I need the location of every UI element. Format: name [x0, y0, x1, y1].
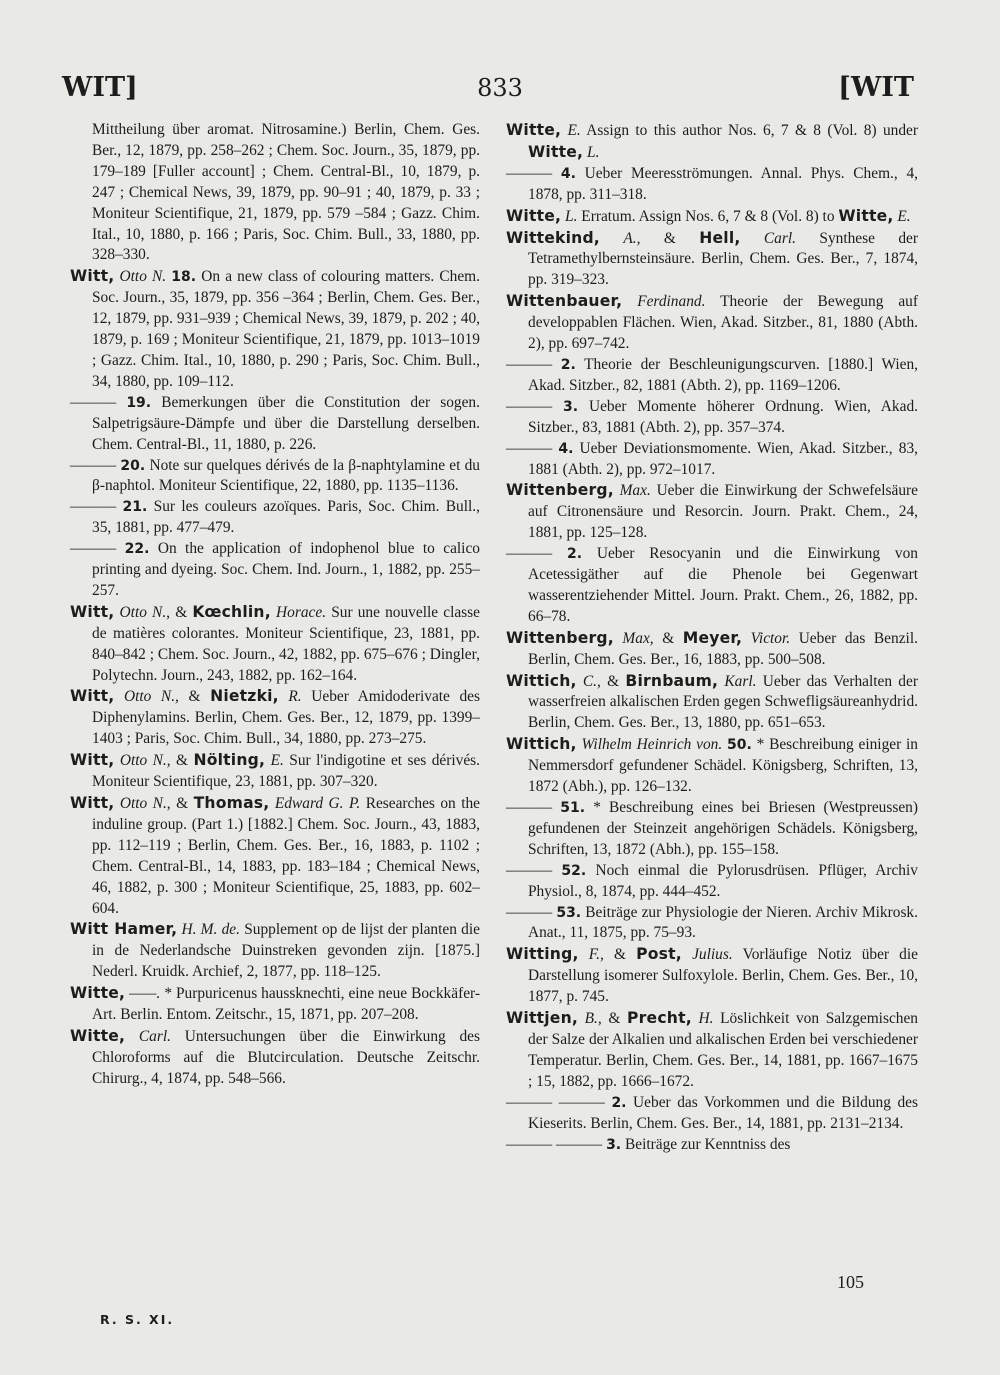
- bibliography-continuation-entry: [506, 439, 918, 481]
- bibliography-continuation-entry: [506, 1093, 918, 1135]
- citation-text: Erratum. Assign Nos. 6, 7 & 8 (Vol. 8) to: [581, 207, 835, 225]
- bibliography-continuation-entry: [506, 1135, 918, 1156]
- citation-text: Bemerkungen über die Constitution der sogen. Salpetrigsäure-Dämpfe und über die Darstellung derselben. Chem. Central-Bl., 11, 1880, p. 226.: [92, 393, 480, 453]
- author-name: Wittich,: [506, 735, 577, 754]
- coauthor-name: Nietzki,: [210, 687, 279, 706]
- bibliography-continuation-entry: [70, 456, 480, 498]
- author-given-name: Carl.: [138, 1027, 171, 1045]
- ditto-dash: ———: [70, 498, 117, 516]
- bibliography-entry: [70, 919, 480, 983]
- bibliography-entry: [70, 1026, 480, 1090]
- author-given-name: F.,: [588, 946, 604, 964]
- citation-text: Löslichkeit von Salzgemischen der Salze der Alkalien und alkalischen Erden bei verschiedener Temperatur. Berlin, Chem. Ges. Ber., 14, 1881, pp. 1667–1675 ; 15, 1882, pp. 1666–1672.: [528, 1010, 919, 1090]
- ditto-dash: ———: [506, 545, 553, 563]
- ampersand: &: [662, 629, 675, 647]
- bibliography-entry: [70, 120, 480, 266]
- author-name: Witte,: [506, 121, 562, 139]
- author-name: Witting,: [506, 945, 579, 964]
- citation-text: Ueber Momente höherer Ordnung. Wien, Akad. Sitzber., 83, 1881 (Abth. 2), pp. 357–374.: [528, 397, 918, 436]
- citation-text: Supplement op de lijst der planten die in de Nederlandsche Duinstreken gevonden zijn. [1875.] Nederl. Kruidk. Archief, 2, 1877, pp. 118–125.: [92, 921, 480, 981]
- citation-text: Sur les couleurs azoïques. Paris, Soc. Chim. Bull., 35, 1881, pp. 477–479.: [92, 498, 480, 537]
- ditto-dash: ———: [506, 164, 553, 182]
- entry-number: 53.: [556, 904, 582, 921]
- coauthor-name: Post,: [636, 945, 682, 964]
- bibliography-entry: [70, 266, 480, 392]
- bibliography-entry: [70, 793, 480, 919]
- citation-text: Theorie der Bewegung auf developpablen Flächen. Wien, Akad. Sitzber., 81, 1880 (Abth. 2), pp. 697–742.: [528, 293, 918, 353]
- ampersand: &: [188, 688, 201, 706]
- citation-text: Ueber Resocyanin und die Einwirkung von Acetessigäther auf die Phenole bei Gegenwart wasserentziehender Mittel. Journ. Prakt. Chem., 26, 1882, pp. 66–78.: [528, 545, 918, 625]
- citation-text: Synthese der Tetramethylbernsteinsäure. Berlin, Chem. Ges. Ber., 7, 1874, pp. 319–323.: [528, 229, 919, 289]
- entry-number: 3.: [563, 398, 579, 415]
- entry-number: 2.: [566, 546, 583, 563]
- left-column: [70, 120, 480, 1090]
- running-head-left: WIT]: [62, 72, 138, 103]
- referral-name: Witte,: [528, 142, 584, 161]
- running-head-right: [WIT: [838, 72, 914, 103]
- ditto-dash: ———: [506, 439, 553, 457]
- bibliography-continuation-entry: [506, 861, 918, 903]
- entry-number: 2.: [611, 1094, 627, 1111]
- citation-text: Researches on the induline group. (Part 1.) [1882.] Chem. Soc. Journ., 43, 1883, pp. 112–119 ; Berlin, Chem. Ges. Ber., 16, 1883, p. 1102 ; Chem. Central-Bl., 14, 1883, pp. 183–184 ; Chemical News, 46, 1882, p. 300 ; Moniteur Scientifique, 25, 1883, pp. 602–604.: [92, 795, 481, 917]
- ditto-dash: ———: [506, 903, 553, 921]
- ditto-dash: ———: [506, 799, 553, 816]
- right-column: [506, 120, 918, 1155]
- citation-text: Ueber Amidoderivate des Diphenylamins. Berlin, Chem. Ges. Ber., 12, 1879, pp. 1399–1403 ; Paris, Soc. Chim. Bull., 34, 1880, pp. 273–275.: [92, 688, 480, 748]
- bibliography-entry: [70, 750, 480, 793]
- citation-text: Vorläufige Notiz über die Darstellung isomerer Sulfoxylole. Berlin, Chem. Ges. Ber., 10, 1877, p. 745.: [528, 946, 918, 1006]
- ditto-dash: ———: [70, 456, 117, 474]
- author-given-name: L.: [565, 207, 578, 225]
- citation-text: Sur l'indigotine et ses dérivés. Moniteur Scientifique, 23, 1881, pp. 307–320.: [92, 752, 481, 791]
- author-given-name: E.: [567, 122, 581, 139]
- signature-mark: R. S. XI.: [100, 1312, 175, 1327]
- entry-number: 18.: [171, 269, 197, 286]
- author-given-name: Ferdinand.: [637, 293, 706, 311]
- citation-text: On the application of indophenol blue to calico printing and dyeing. Soc. Chem. Ind. Journ., 1, 1882, pp. 255–257.: [92, 540, 480, 599]
- bibliography-entry: [506, 291, 918, 355]
- author-name: Witte,: [70, 984, 126, 1003]
- author-name: Witt Hamer,: [70, 920, 178, 939]
- bibliography-entry: [506, 628, 918, 671]
- citation-text: Ueber Deviationsmomente. Wien, Akad. Sitzber., 83, 1881 (Abth. 2), pp. 972–1017.: [528, 439, 918, 478]
- coauthor-given-name: Edward G. P.: [274, 795, 361, 812]
- coauthor-name: Kœchlin,: [192, 602, 271, 621]
- citation-text: Note sur quelques dérivés de la β-naphtylamine et du β-naphtol. Moniteur Scientifique, 22, 1880, pp. 1135–1136.: [92, 456, 480, 495]
- coauthor-given-name: H.: [698, 1010, 714, 1028]
- ditto-dash: ——— ———: [506, 1135, 603, 1153]
- ditto-dash: ———: [506, 861, 553, 879]
- entry-number: 52.: [561, 862, 587, 879]
- coauthor-name: Hell,: [699, 228, 741, 247]
- entry-number: 3.: [606, 1136, 622, 1153]
- citation-text: On a new class of colouring matters. Chem. Soc. Journ., 35, 1879, pp. 356 –364 ; Berlin, Chem. Ges. Ber., 12, 1879, pp. 931–939 ; Chemical News, 39, 1879, p. 202 ; 40, 1879, p. 169 ; Moniteur Scientifique, 21, 1879, pp. 1013–1019 ; Gazz. Chim. Ital., 10, 1880, p. 290 ; Paris, Soc. Chim. Bull., 34, 1880, pp. 109–112.: [92, 268, 480, 390]
- entry-number: 19.: [126, 394, 152, 411]
- citation-text: Ueber das Verhalten der wasserfreien alkalischen Erden gegen Schwefligsäureanhydrid. Berlin, Chem. Ges. Ber., 13, 1880, pp. 651–653.: [528, 672, 918, 732]
- author-name: Wittich,: [506, 671, 577, 690]
- author-name: Wittenberg,: [506, 628, 614, 647]
- ampersand: &: [175, 603, 188, 621]
- bibliography-entry: [506, 944, 918, 1008]
- author-name: Witte,: [506, 206, 562, 225]
- ampersand: &: [176, 795, 189, 812]
- author-given-name: Otto N.: [119, 268, 167, 286]
- ditto-dash: ———: [70, 393, 117, 411]
- coauthor-given-name: R.: [288, 688, 302, 706]
- bibliography-continuation-entry: [506, 355, 918, 397]
- entry-number: 2.: [560, 356, 576, 373]
- citation-text: Assign to this author Nos. 6, 7 & 8 (Vol. 8) under: [586, 122, 918, 139]
- bibliography-entry: [506, 480, 918, 544]
- author-name: Witt,: [70, 602, 115, 621]
- author-given-name: Max,: [622, 629, 654, 647]
- bibliography-entry: [506, 120, 918, 164]
- author-name: Wittekind,: [506, 228, 600, 247]
- ampersand: &: [176, 752, 188, 770]
- citation-text: Ueber die Einwirkung der Schwefelsäure auf Citronensäure und Resorcin. Journ. Prakt. Chem., 24, 1881, pp. 125–128.: [528, 482, 918, 542]
- author-given-name: Max.: [619, 482, 651, 500]
- citation-text: Ueber das Benzil. Berlin, Chem. Ges. Ber., 16, 1883, pp. 500–508.: [528, 629, 918, 668]
- author-name: Wittenbauer,: [506, 292, 623, 311]
- citation-text: Ueber das Vorkommen und die Bildung des Kieserits. Berlin, Chem. Ges. Ber., 14, 1881, pp. 2131–2134.: [528, 1093, 918, 1132]
- author-name: Witt,: [70, 751, 115, 770]
- bibliography-continuation-entry: [506, 164, 918, 206]
- author-given-name: ——.: [129, 985, 161, 1003]
- coauthor-name: Birnbaum,: [625, 671, 719, 690]
- entry-number: 51.: [560, 800, 586, 816]
- ampersand: &: [608, 1010, 621, 1028]
- ampersand: &: [614, 946, 626, 964]
- bibliography-continuation-entry: [506, 544, 918, 628]
- citation-text: Beiträge zur Physiologie der Nieren. Archiv Mikrosk. Anat., 11, 1875, pp. 75–93.: [528, 903, 918, 942]
- bibliography-entry: [506, 206, 918, 228]
- bibliography-entry: [506, 671, 918, 735]
- author-name: Witte,: [70, 1026, 126, 1045]
- coauthor-given-name: Julius.: [692, 946, 733, 964]
- coauthor-name: Nölting,: [193, 751, 266, 770]
- ampersand: &: [663, 229, 676, 247]
- bibliography-entry: [506, 734, 918, 798]
- referral-given-name: E.: [897, 207, 911, 225]
- coauthor-given-name: E.: [270, 752, 284, 770]
- entry-number: 4.: [560, 165, 576, 182]
- coauthor-given-name: Carl.: [763, 229, 796, 247]
- author-given-name: C.,: [582, 672, 601, 690]
- citation-text: Theorie der Beschleunigungscurven. [1880.] Wien, Akad. Sitzber., 82, 1881 (Abth. 2), pp. 1169–1206.: [528, 355, 919, 394]
- author-name: Witt,: [70, 794, 115, 812]
- author-name: Wittjen,: [506, 1009, 579, 1028]
- citation-text: Sur une nouvelle classe de matières colorantes. Moniteur Scientifique, 23, 1881, pp. 840–842 ; Chem. Soc. Journ., 42, 1882, pp. 675–676 ; Dingler, Polytechn. Journ., 243, 1882, pp. 162–164.: [92, 603, 480, 684]
- referral-given-name: L.: [587, 143, 600, 161]
- bibliography-entry: [506, 228, 918, 292]
- coauthor-given-name: Horace.: [276, 603, 327, 621]
- bibliography-entry: [70, 602, 480, 687]
- folio-number: 105: [837, 1272, 864, 1292]
- author-given-name: Otto N.,: [119, 752, 171, 770]
- author-given-name: Otto N.,: [119, 795, 171, 812]
- author-given-name: A.,: [623, 229, 641, 247]
- author-given-name: Wilhelm Heinrich von.: [581, 736, 723, 754]
- author-name: Witt,: [70, 267, 115, 286]
- author-given-name: Otto N.,: [119, 603, 171, 621]
- entry-number: 21.: [122, 499, 148, 516]
- citation-text: Ueber Meeresströmungen. Annal. Phys. Chem., 4, 1878, pp. 311–318.: [528, 164, 919, 203]
- author-given-name: B.,: [584, 1010, 602, 1028]
- ampersand: &: [607, 672, 620, 690]
- author-name: Wittenberg,: [506, 481, 614, 500]
- bibliography-continuation-entry: [70, 497, 480, 539]
- entry-number: 4.: [558, 440, 574, 457]
- citation-text: * Beschreibung einiger in Nemmersdorf gefundener Schädel. Königsberg, Schriften, 13, 1872 (Abh.), pp. 126–132.: [528, 736, 918, 796]
- bibliography-continuation-entry: [506, 397, 918, 439]
- citation-text: Noch einmal die Pylorusdrüsen. Pflüger, Archiv Physiol., 8, 1874, pp. 444–452.: [528, 861, 918, 900]
- bibliography-entry: [70, 983, 480, 1026]
- ditto-dash: ———: [506, 397, 553, 415]
- coauthor-given-name: Victor.: [750, 629, 791, 647]
- citation-text: Untersuchungen über die Einwirkung des Chloroforms auf die Blutcirculation. Deutsche Zeitschr. Chirurg., 4, 1874, pp. 548–566.: [92, 1027, 480, 1087]
- citation-text: Beiträge zur Kenntniss des: [624, 1135, 791, 1153]
- entry-number: 22.: [124, 541, 150, 558]
- coauthor-given-name: Karl.: [724, 672, 757, 690]
- bibliography-continuation-entry: [70, 539, 480, 602]
- entry-number: 50.: [727, 737, 752, 754]
- citation-text: * Beschreibung eines bei Briesen (Westpreussen) gefundenen der Steinzeit angehörigen Schädels. Königsberg, Schriften, 13, 1872 (Abh.), pp. 155–158.: [528, 799, 918, 858]
- bibliography-continuation-entry: [506, 903, 918, 945]
- bibliography-entry: [70, 686, 480, 750]
- referral-name: Witte,: [838, 206, 894, 225]
- bibliography-entry: [506, 1008, 918, 1093]
- author-given-name: Otto N.,: [123, 688, 179, 706]
- author-name: Witt,: [70, 687, 115, 706]
- entry-number: 20.: [120, 457, 146, 474]
- page-number: 833: [477, 74, 523, 102]
- ditto-dash: ———: [70, 540, 117, 558]
- bibliography-continuation-entry: [506, 798, 918, 861]
- coauthor-name: Thomas,: [193, 794, 270, 812]
- ditto-dash: ———: [506, 355, 553, 373]
- citation-text: Mittheilung über aromat. Nitrosamine.) Berlin, Chem. Ges. Ber., 12, 1879, pp. 258–262 ; Chem. Soc. Journ., 35, 1879, pp. 179–189 [Fuller account] ; Chem. Central-Bl., 10, 1879, p. 247 ; Chemical News, 39, 1879, pp. 90–91 ; 40, 1879, p. 33 ; Moniteur Scientifique, 21, 1879, pp. 579 –584 ; Gazz. Chim. Ital., 10, 1880, p. 166 ; Paris, Soc. Chim. Bull., 33, 1880, pp. 328–330.: [92, 121, 480, 264]
- coauthor-name: Precht,: [627, 1009, 692, 1028]
- ditto-dash: ——— ———: [506, 1093, 605, 1111]
- author-given-name: H. M. de.: [181, 921, 240, 939]
- citation-text: * Purpuricenus haussknechti, eine neue Bockkäfer-Art. Berlin. Entom. Zeitschr., 15, 1871, pp. 207–208.: [92, 985, 480, 1024]
- bibliography-continuation-entry: [70, 393, 480, 456]
- coauthor-name: Meyer,: [682, 628, 743, 647]
